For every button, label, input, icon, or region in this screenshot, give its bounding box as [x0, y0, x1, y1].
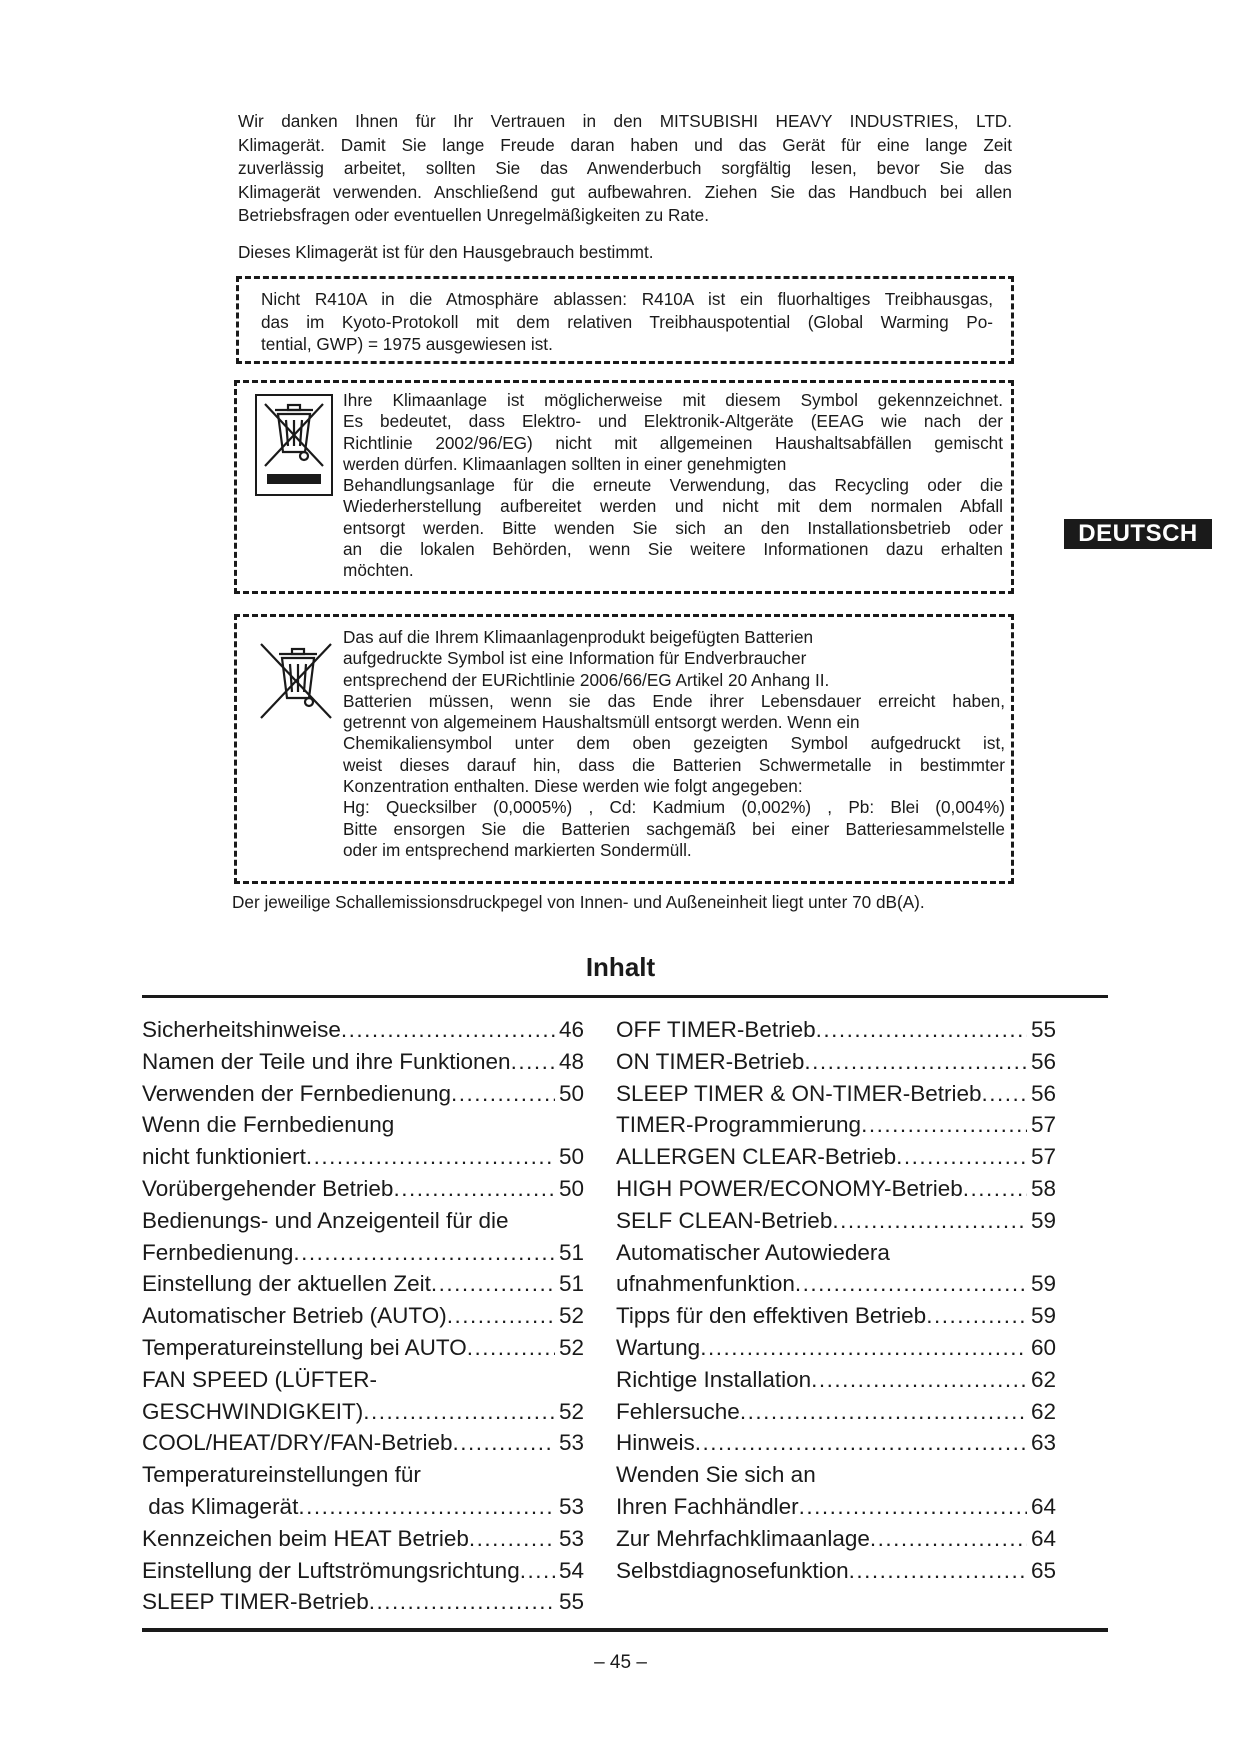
- toc-entry-page: 54: [558, 1557, 584, 1583]
- notice-line: möchten.: [343, 560, 414, 581]
- toc-dot-leader: [293, 1237, 555, 1269]
- toc-entry: [142, 1268, 584, 1300]
- intro-line: Wir danken Ihnen für Ihr Vertrauen in den MITSUBISHI HEAVY INDUSTRIES, LTD.: [238, 111, 1012, 131]
- toc-dot-leader: [695, 1427, 1027, 1459]
- toc-entry: [616, 1078, 1056, 1110]
- toc-entry-page: 52: [558, 1398, 584, 1424]
- weee-notice-box: [234, 380, 1014, 594]
- toc-entry-label: das Klimagerät: [142, 1493, 299, 1519]
- toc-entry: [616, 1523, 1056, 1555]
- toc-dot-leader: [298, 1491, 555, 1523]
- notice-line: das im Kyoto-Protokoll mit dem relativen Treibhauspotential (Global Warming Po-: [261, 311, 993, 332]
- toc-entry-label: Verwenden der Fernbedienung: [142, 1080, 451, 1106]
- toc-entry-continuation: Automatischer Autowiedera: [616, 1239, 890, 1265]
- toc-entry: [142, 1491, 584, 1523]
- toc-entry-label: COOL/HEAT/DRY/FAN-Betrieb: [142, 1430, 453, 1456]
- toc-left-column: [142, 1014, 584, 1618]
- toc-dot-leader: [896, 1141, 1027, 1173]
- toc-dot-leader: [511, 1046, 555, 1078]
- toc-entry-page: 53: [558, 1430, 584, 1456]
- toc-entry: [142, 1396, 584, 1428]
- intro-paragraph: [238, 110, 1012, 228]
- toc-entry-label: Einstellung der Luftströmungsrichtung: [142, 1557, 520, 1583]
- toc-entry-label: Tipps für den effektiven Betrieb: [616, 1303, 927, 1329]
- toc-bottom-rule: [142, 1628, 1108, 1632]
- notice-line: Konzentration enthalten. Diese werden wie folgt angegeben:: [343, 776, 803, 797]
- toc-entry-label: Vorübergehender Betrieb: [142, 1175, 394, 1201]
- toc-entry-page: 57: [1030, 1112, 1056, 1138]
- toc-dot-leader: [861, 1109, 1027, 1141]
- toc-entry-label: Einstellung der aktuellen Zeit: [142, 1271, 431, 1297]
- toc-entry-page: 56: [1030, 1080, 1056, 1106]
- notice-line: Behandlungsanlage für die erneute Verwendung, das Recycling oder die: [343, 475, 1003, 496]
- notice-line: Richtlinie 2002/96/EG) nicht mit allgemeinen Haushaltsabfällen gemischt: [343, 432, 1003, 453]
- intro-line: zuverlässig arbeitet, sollten Sie das Anwenderbuch sorgfältig lesen, bevor Sie das: [238, 158, 1012, 178]
- battery-notice-box: [234, 614, 1014, 884]
- toc-dot-leader: [453, 1427, 555, 1459]
- toc-entry: [142, 1332, 584, 1364]
- weee-symbol-frame: [255, 394, 333, 496]
- toc-entry-label: Ihren Fachhändler: [616, 1493, 799, 1519]
- toc-dot-leader: [804, 1046, 1027, 1078]
- toc-entry-page: 65: [1030, 1557, 1056, 1583]
- toc-entry-page: 51: [558, 1239, 584, 1265]
- noise-level-statement: Der jeweilige Schallemissionsdruckpegel von Innen- und Außeneinheit liegt unter 70 dB(A).: [232, 892, 925, 912]
- toc-entry: [616, 1300, 1056, 1332]
- toc-entry-label: ON TIMER-Betrieb: [616, 1048, 805, 1074]
- toc-entry-page: 53: [558, 1525, 584, 1551]
- toc-entry: [616, 1427, 1056, 1459]
- toc-entry: [142, 1300, 584, 1332]
- toc-dot-leader: [849, 1555, 1027, 1587]
- toc-entry-label: SLEEP TIMER-Betrieb: [142, 1589, 369, 1615]
- toc-entry: [616, 1491, 1056, 1523]
- toc-entry-label: Selbstdiagnosefunktion: [616, 1557, 849, 1583]
- toc-entry-page: 46: [558, 1017, 584, 1042]
- notice-line: oder im entsprechend markierten Sondermüll.: [343, 839, 692, 860]
- notice-line: Ihre Klimaanlage ist möglicherweise mit diesem Symbol gekennzeichnet.: [343, 390, 1003, 410]
- toc-entry-page: 55: [558, 1589, 584, 1615]
- toc-entry-label: SELF CLEAN-Betrieb: [616, 1207, 833, 1233]
- toc-entry-page: 52: [558, 1334, 584, 1360]
- toc-entry-page: 51: [558, 1271, 584, 1297]
- toc-entry-page: 64: [1030, 1493, 1056, 1519]
- toc-entry-label: ufnahmenfunktion: [616, 1271, 795, 1297]
- notice-line: Das auf die Ihrem Klimaanlagenprodukt beigefügten Batterien: [343, 627, 814, 647]
- toc-entry-page: 50: [558, 1144, 584, 1170]
- toc-entry: [616, 1364, 1056, 1396]
- toc-entry-label: Sicherheitshinweise: [142, 1017, 341, 1042]
- toc-entry-page: 56: [1030, 1048, 1056, 1074]
- toc-entry-page: 52: [558, 1303, 584, 1329]
- toc-entry-page: 55: [1030, 1017, 1056, 1042]
- page-number: – 45 –: [594, 1652, 647, 1673]
- toc-entry: [142, 1586, 584, 1618]
- notice-line: getrennt von algemeinem Haushaltsmüll entsorgt werden. Wenn ein: [343, 712, 860, 733]
- notice-line: Bitte ensorgen Sie die Batterien sachgemäß bei einer Batteriesammelstelle: [343, 818, 1005, 839]
- toc-entry-label: Richtige Installation: [616, 1366, 812, 1392]
- toc-entry-page: 63: [1030, 1430, 1056, 1456]
- toc-dot-leader: [811, 1364, 1027, 1396]
- toc-dot-leader: [363, 1396, 555, 1428]
- toc-entry-label: GESCHWINDIGKEIT): [142, 1398, 364, 1424]
- toc-entry: [616, 1109, 1056, 1141]
- toc-dot-leader: [467, 1332, 555, 1364]
- notice-line: Nicht R410A in die Atmosphäre ablassen: R410A ist ein fluorhaltiges Treibhausgas,: [261, 289, 993, 309]
- refrigerant-notice-text: [261, 288, 993, 356]
- toc-entry-label: Hinweis: [616, 1430, 695, 1456]
- language-tab: DEUTSCH: [1064, 519, 1212, 549]
- notice-line: entsorgt werden. Bitte wenden Sie sich an den Installationsbetrieb oder: [343, 517, 1003, 538]
- toc-entry: [142, 1523, 584, 1555]
- toc-dot-leader: [451, 1078, 555, 1110]
- toc-entry-label: Automatischer Betrieb (AUTO): [142, 1303, 447, 1329]
- toc-entry-label: OFF TIMER-Betrieb: [616, 1017, 816, 1042]
- toc-entry: [142, 1078, 584, 1110]
- toc-entry-continuation: Wenn die Fernbedienung: [142, 1112, 395, 1138]
- toc-entry-label: Kennzeichen beim HEAT Betrieb: [142, 1525, 469, 1551]
- intro-line: Klimagerät. Damit Sie lange Freude daran haben und das Gerät für eine lange Zeit: [238, 134, 1012, 155]
- toc-dot-leader: [341, 1014, 555, 1046]
- toc-entry: [142, 1173, 584, 1205]
- toc-entry-page: 59: [1030, 1303, 1056, 1329]
- notice-line: Es bedeutet, dass Elektro- und Elektronik-Altgeräte (EEAG wie nach der: [343, 411, 1003, 432]
- toc-entry-page: 48: [558, 1048, 584, 1074]
- toc-entry-continuation: Temperatureinstellungen für: [142, 1462, 421, 1488]
- toc-entry-page: 64: [1030, 1525, 1056, 1551]
- notice-line: aufgedruckte Symbol ist eine Information für Endverbraucher: [343, 648, 807, 669]
- toc-dot-leader: [447, 1300, 555, 1332]
- toc-entry-page: 59: [1030, 1271, 1056, 1297]
- toc-entry-label: Namen der Teile und ihre Funktionen: [142, 1048, 511, 1074]
- weee-notice-text: [343, 390, 1003, 582]
- toc-entry-page: 50: [558, 1080, 584, 1106]
- toc-entry-label: SLEEP TIMER & ON-TIMER-Betrieb: [616, 1080, 982, 1106]
- toc-dot-leader: [832, 1205, 1027, 1237]
- toc-title: Inhalt: [585, 952, 656, 982]
- toc-entry-continuation: Wenden Sie sich an: [616, 1462, 816, 1488]
- toc-dot-leader: [306, 1141, 555, 1173]
- toc-dot-leader: [740, 1396, 1027, 1428]
- toc-entry-continuation: Bedienungs- und Anzeigenteil für die: [142, 1207, 509, 1233]
- toc-entry-page: 50: [558, 1175, 584, 1201]
- toc-dot-leader: [431, 1268, 555, 1300]
- toc-dot-leader: [799, 1491, 1027, 1523]
- toc-entry-label: Zur Mehrfachklimaanlage: [616, 1525, 870, 1551]
- toc-entry-page: 57: [1030, 1144, 1056, 1170]
- toc-entry: [616, 1014, 1056, 1046]
- toc-entry: [142, 1427, 584, 1459]
- toc-dot-leader: [795, 1268, 1027, 1300]
- toc-dot-leader: [982, 1078, 1027, 1110]
- toc-entry-label: Wartung: [616, 1334, 701, 1360]
- toc-dot-leader: [700, 1332, 1027, 1364]
- toc-entry: [142, 1555, 584, 1587]
- crossed-out-battery-bin-icon: [257, 642, 335, 742]
- intro-line: Klimagerät verwenden. Anschließend gut aufbewahren. Ziehen Sie das Handbuch bei allen: [238, 181, 1012, 202]
- toc-entry-page: 59: [1030, 1207, 1056, 1233]
- toc-entry: [616, 1332, 1056, 1364]
- toc-dot-leader: [520, 1555, 555, 1587]
- toc-entry: [616, 1555, 1056, 1587]
- toc-dot-leader: [369, 1586, 555, 1618]
- toc-entry-page: 62: [1030, 1398, 1056, 1424]
- toc-top-rule: [142, 995, 1108, 998]
- toc-entry: [142, 1141, 584, 1173]
- toc-entry-page: 53: [558, 1493, 584, 1519]
- notice-line: entsprechend der EURichtlinie 2006/66/EG Artikel 20 Anhang II.: [343, 669, 830, 690]
- notice-line: werden dürfen. Klimaanlagen sollten in einer genehmigten: [343, 453, 787, 474]
- toc-entry-label: Fernbedienung: [142, 1239, 294, 1265]
- notice-line: Batterien müssen, wenn sie das Ende ihrer Lebensdauer erreicht haben,: [343, 690, 1005, 711]
- toc-entry: [616, 1173, 1056, 1205]
- toc-entry: [616, 1046, 1056, 1078]
- toc-entry: [616, 1268, 1056, 1300]
- toc-entry-label: ALLERGEN CLEAR-Betrieb: [616, 1144, 897, 1170]
- notice-line: Chemikaliensymbol unter dem oben gezeigten Symbol aufgedruckt ist,: [343, 733, 1005, 754]
- toc-entry-label: TIMER-Programmierung: [616, 1112, 862, 1138]
- toc-entry-page: 58: [1030, 1175, 1056, 1201]
- toc-right-column: [616, 1014, 1056, 1586]
- notice-line: weist dieses darauf hin, dass die Batterien Schwermetalle in bestimmter: [343, 754, 1005, 775]
- toc-entry-page: 60: [1030, 1334, 1056, 1360]
- toc-entry-page: 62: [1030, 1366, 1056, 1392]
- toc-dot-leader: [816, 1014, 1027, 1046]
- notice-line: Hg: Quecksilber (0,0005%) , Cd: Kadmium (0,002%) , Pb: Blei (0,004%): [343, 797, 1005, 818]
- intro-line: Betriebsfragen oder eventuellen Unregelmäßigkeiten zu Rate.: [238, 205, 710, 225]
- notice-line: an die lokalen Behörden, wenn Sie weitere Informationen dazu erhalten: [343, 539, 1003, 560]
- toc-entry: [616, 1396, 1056, 1428]
- toc-entry-label: Fehlersuche: [616, 1398, 740, 1424]
- crossed-out-wheelie-bin-icon: [257, 396, 331, 494]
- toc-entry: [142, 1014, 584, 1046]
- toc-entry: [616, 1141, 1056, 1173]
- toc-dot-leader: [469, 1523, 555, 1555]
- toc-entry: [142, 1237, 584, 1269]
- toc-entry-continuation: FAN SPEED (LÜFTER-: [142, 1366, 378, 1392]
- toc-entry-label: HIGH POWER/ECONOMY-Betrieb: [616, 1175, 963, 1201]
- toc-entry: [142, 1046, 584, 1078]
- refrigerant-notice-box: [236, 276, 1014, 364]
- notice-line: tential, GWP) = 1975 ausgewiesen ist.: [261, 334, 553, 354]
- domestic-use-note: Dieses Klimagerät ist für den Hausgebrauch bestimmt.: [238, 242, 654, 262]
- toc-dot-leader: [963, 1173, 1027, 1205]
- toc-entry-label: nicht funktioniert: [142, 1144, 306, 1170]
- toc-entry: [616, 1205, 1056, 1237]
- toc-dot-leader: [870, 1523, 1027, 1555]
- toc-dot-leader: [926, 1300, 1027, 1332]
- toc-entry-label: Temperatureinstellung bei AUTO: [142, 1334, 467, 1360]
- toc-dot-leader: [393, 1173, 555, 1205]
- battery-notice-text: [343, 627, 1005, 861]
- notice-line: Wiederherstellung aufbereitet werden und nicht mit dem normalen Abfall: [343, 496, 1003, 517]
